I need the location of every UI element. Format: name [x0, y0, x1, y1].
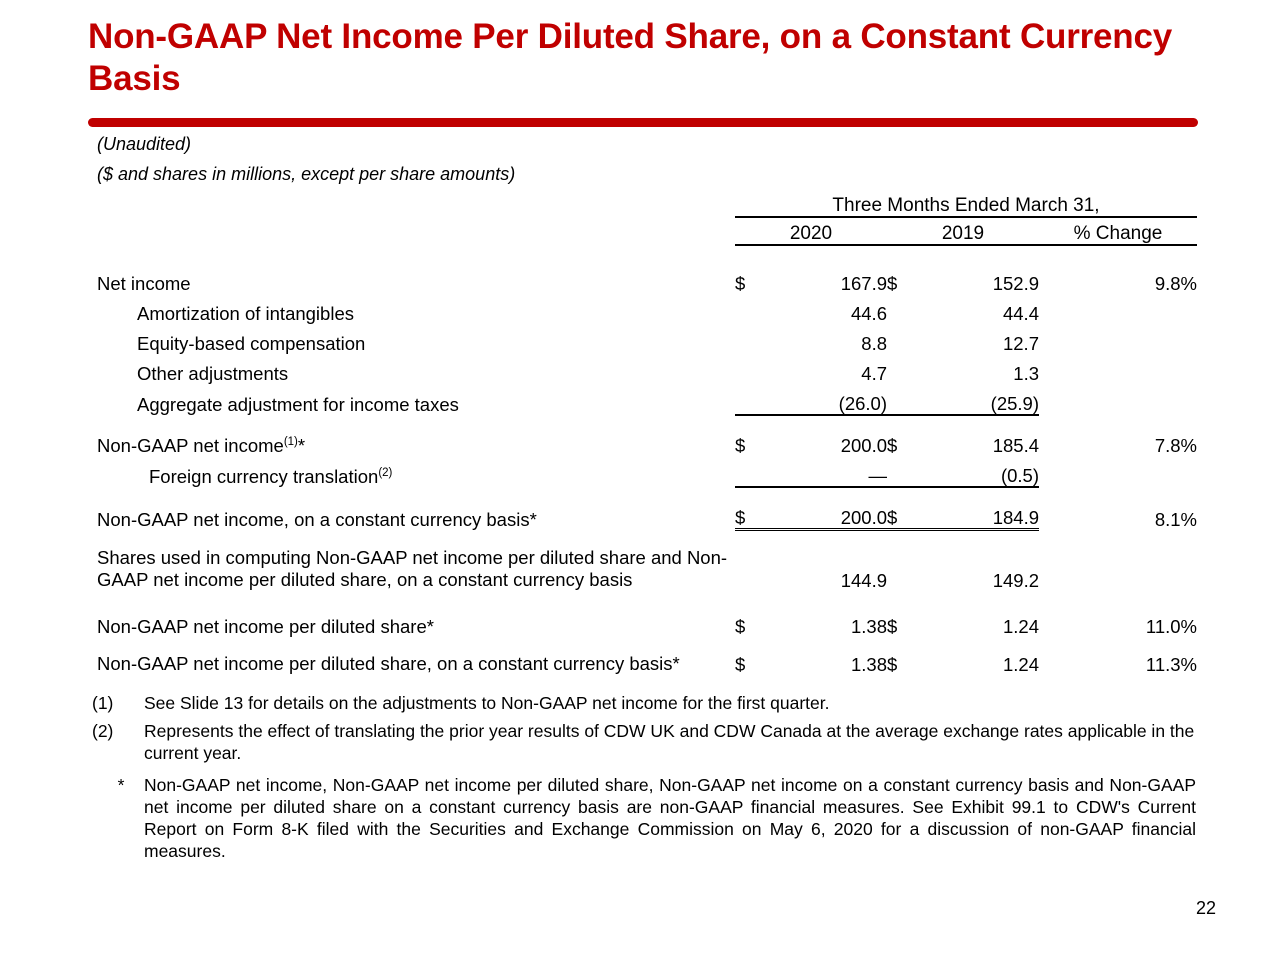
value-pct-change	[1039, 354, 1197, 384]
spacer	[97, 637, 1197, 653]
row-label: Non-GAAP net income per diluted share, on a constant currency basis*	[97, 653, 680, 674]
footnote-2	[92, 720, 1196, 764]
row-label: Equity-based compensation	[137, 333, 366, 354]
column-header-2020: 2020	[735, 217, 887, 245]
financial-table	[97, 190, 1197, 675]
currency-symbol-2019	[887, 384, 921, 415]
table-period-header-row	[97, 190, 1197, 217]
value-2019: 185.4	[992, 435, 1039, 456]
value-2020: 200.0	[840, 435, 887, 456]
value-2020: 44.6	[850, 303, 887, 324]
row-label: Net income	[97, 273, 191, 294]
table-row-foreign-currency-translation	[97, 456, 1197, 487]
value-pct-change: 9.8%	[1154, 273, 1197, 294]
value-2020: (26.0)	[769, 384, 887, 415]
value-2019: 184.9	[921, 487, 1039, 530]
value-2020: 8.8	[861, 333, 887, 354]
currency-symbol-2020	[735, 294, 769, 324]
row-label: Aggregate adjustment for income taxes	[137, 394, 459, 415]
value-pct-change	[1039, 324, 1197, 354]
value-pct-change: 11.3%	[1145, 654, 1197, 675]
value-2020: 144.9	[840, 570, 887, 591]
row-label: Amortization of intangibles	[137, 303, 354, 324]
table-row-non-gaap-net-income-constant-currency	[97, 487, 1197, 530]
value-pct-change	[1039, 547, 1197, 591]
table-row-aggregate-adjustment-for-income-taxes	[97, 384, 1197, 415]
spacer	[97, 530, 1197, 548]
value-pct-change	[1039, 384, 1197, 415]
column-header-pct-change: % Change	[1039, 217, 1197, 245]
currency-symbol-2019: $	[887, 487, 921, 530]
row-label	[97, 415, 735, 456]
currency-symbol-2020	[735, 354, 769, 384]
spacer	[97, 591, 1197, 607]
value-pct-change: 8.1%	[1154, 508, 1197, 530]
value-pct-change	[1039, 456, 1197, 487]
spacer	[97, 245, 1197, 254]
footnote-ref-1: (1)	[283, 435, 298, 448]
footnote-asterisk	[92, 774, 1196, 862]
row-label: Other adjustments	[137, 363, 289, 384]
value-2020: 1.38	[850, 654, 887, 675]
currency-symbol-2020	[735, 384, 769, 415]
row-label: Non-GAAP net income per diluted share*	[97, 616, 434, 637]
currency-symbol-2020: $	[735, 273, 746, 294]
footnote-1	[92, 692, 1196, 714]
currency-symbol-2020: $	[735, 487, 769, 530]
asterisk-ref: *	[297, 435, 306, 456]
table-row-non-gaap-net-income-per-diluted-share-constant-currency	[97, 653, 1197, 675]
currency-symbol-2019	[887, 324, 921, 354]
value-2020: 167.9	[840, 273, 887, 294]
table-row-non-gaap-net-income	[97, 415, 1197, 456]
footnote-asterisk-marker: *	[117, 775, 125, 795]
currency-symbol-2020: $	[735, 435, 746, 456]
value-2020: 200.0	[769, 487, 887, 530]
footnote-1-marker: (1)	[92, 693, 114, 713]
value-2019: (0.5)	[921, 456, 1039, 487]
caption-unaudited: (Unaudited)	[97, 134, 192, 154]
page-title: Non-GAAP Net Income Per Diluted Share, on a Constant Currency Basis	[88, 17, 1173, 98]
caption-units: ($ and shares in millions, except per share amounts)	[97, 164, 516, 184]
table-row-shares-used-in-computing	[97, 547, 1197, 591]
table-column-header-row	[97, 217, 1197, 245]
row-label-text: Non-GAAP net income	[97, 435, 284, 456]
value-2019: (25.9)	[921, 384, 1039, 415]
row-label	[97, 456, 735, 487]
currency-symbol-2019: $	[887, 273, 898, 294]
table-row-other-adjustments	[97, 354, 1197, 384]
page-number: 22	[1195, 898, 1216, 918]
currency-symbol-2019: $	[887, 654, 898, 675]
value-2019: 149.2	[992, 570, 1039, 591]
value-2020: 4.7	[861, 363, 887, 384]
value-2019: 1.3	[1013, 363, 1039, 384]
footnote-asterisk-text: Non-GAAP net income, Non-GAAP net income per diluted share, Non-GAAP net income on a constant currency basis and Non-GAAP net income per diluted share on a constant currency basis are non-GAAP financial measures. See Exhibit 99.1 to CDW's Current Report on Form 8-K filed with the Securities and Exchange Commission on May 6, 2020 for a discussion of non-GAAP financial measures.	[144, 775, 1196, 861]
currency-symbol-2019	[887, 456, 921, 487]
currency-symbol-2019	[887, 547, 921, 591]
table-row-equity-based-compensation	[97, 324, 1197, 354]
value-2019: 44.4	[1002, 303, 1039, 324]
table-row-amortization-of-intangibles	[97, 294, 1197, 324]
row-label-text: Foreign currency translation	[149, 466, 379, 487]
value-2020: —	[769, 456, 887, 487]
currency-symbol-2019: $	[887, 616, 898, 637]
row-label: Non-GAAP net income, on a constant currency basis*	[97, 508, 537, 530]
currency-symbol-2019	[887, 294, 921, 324]
currency-symbol-2020: $	[735, 654, 746, 675]
currency-symbol-2019: $	[887, 435, 898, 456]
footnote-ref-2: (2)	[378, 466, 393, 479]
currency-symbol-2020	[735, 547, 769, 591]
footnote-2-marker: (2)	[92, 721, 114, 741]
value-pct-change: 7.8%	[1154, 435, 1197, 456]
column-header-2019: 2019	[887, 217, 1039, 245]
value-2019: 152.9	[992, 273, 1039, 294]
currency-symbol-2020: $	[735, 616, 746, 637]
value-2019: 12.7	[1002, 333, 1039, 354]
title-divider-rule	[88, 118, 1198, 127]
footnote-2-text: Represents the effect of translating the prior year results of CDW UK and CDW Canada at the average exchange rates applicable in the current year.	[144, 721, 1195, 763]
footnotes	[92, 692, 1196, 868]
table-row-net-income	[97, 254, 1197, 294]
row-label: Shares used in computing Non-GAAP net income per diluted share and Non-GAAP net income per diluted share, on a constant currency basis	[97, 547, 728, 590]
table-row-non-gaap-net-income-per-diluted-share	[97, 607, 1197, 637]
currency-symbol-2019	[887, 354, 921, 384]
value-pct-change	[1039, 294, 1197, 324]
value-pct-change: 11.0%	[1145, 616, 1197, 637]
currency-symbol-2020	[735, 324, 769, 354]
footnote-1-text: See Slide 13 for details on the adjustments to Non-GAAP net income for the first quarter.	[144, 693, 830, 713]
value-2020: 1.38	[850, 616, 887, 637]
value-2019: 1.24	[1002, 616, 1039, 637]
currency-symbol-2020	[735, 456, 769, 487]
period-header-label: Three Months Ended March 31,	[832, 195, 1100, 216]
value-2019: 1.24	[1002, 654, 1039, 675]
